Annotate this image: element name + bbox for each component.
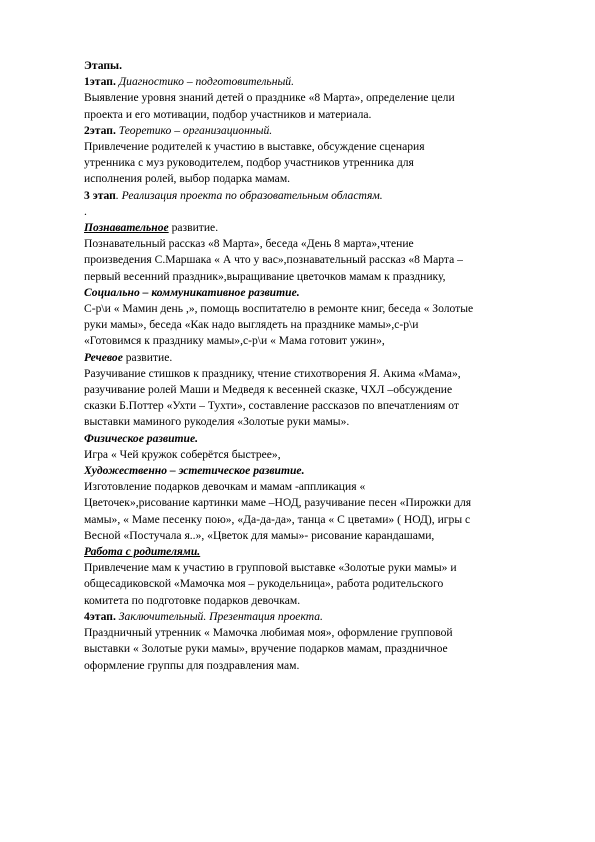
stage-4-line: выставки « Золотые руки мамы», вручение подарков мамам, праздничное bbox=[84, 642, 448, 656]
stage-1-title: Диагностико – подготовительный. bbox=[118, 75, 294, 89]
cognitive-line: первый весенний праздник»,выращивание цветочков мамам к празднику, bbox=[84, 269, 446, 283]
stage-2-line: Привлечение родителей к участию в выставке, обсуждение сценария bbox=[84, 140, 425, 154]
stage-2-heading bbox=[84, 123, 524, 139]
cognitive-title: Познавательное bbox=[84, 221, 169, 235]
artistic-line: мамы», « Маме песенку пою», «Да-да-да», танца « С цветами» ( НОД), игры с bbox=[84, 512, 471, 526]
cognitive-line: произведения С.Маршака « А что у вас»,познавательный рассказ «8 Марта – bbox=[84, 253, 463, 267]
speech-line: сказки Б.Поттер «Ухти – Тухти», составление рассказов по впечатлениям от bbox=[84, 399, 459, 413]
speech-suffix: развитие. bbox=[122, 350, 173, 364]
stage-4-line: Праздничный утренник « Мамочка любимая моя», оформление групповой bbox=[84, 626, 453, 640]
artistic-heading: Художественно – эстетическое развитие. bbox=[84, 464, 305, 478]
physical-line: Игра « Чей кружок соберётся быстрее», bbox=[84, 447, 281, 461]
speech-line: разучивание ролей Маши и Медведя к весенней сказке, ЧХЛ –обсуждение bbox=[84, 383, 453, 397]
artistic-line: Изготовление подарков девочкам и мамам -аппликация « bbox=[84, 480, 366, 494]
stage-1-line: проекта и его мотивации, подбор участников и материала. bbox=[84, 107, 372, 121]
artistic-line: Весной «Постучала я..», «Цветок для мамы»- рисование карандашами, bbox=[84, 528, 435, 542]
parents-line: Привлечение мам к участию в групповой выставке «Золотые руки мамы» и bbox=[84, 561, 457, 575]
social-line: руки мамы», беседа «Как надо выглядеть на празднике мамы»,с-р\и bbox=[84, 318, 419, 332]
stage-2-title: Теоретико – организационный. bbox=[118, 123, 273, 137]
stage-2-label: 2этап. bbox=[84, 123, 116, 137]
stage-3-heading bbox=[84, 188, 524, 204]
stage-4-line: оформление группы для поздравления мам. bbox=[84, 658, 300, 672]
stage-2-line: утренника с муз руководителем, подбор участников утренника для bbox=[84, 156, 414, 170]
stage-2-line: исполнения ролей, выбор подарка мамам. bbox=[84, 172, 291, 186]
parents-line: комитета по подготовке подарков девочкам. bbox=[84, 593, 301, 607]
stage-3-label: 3 этап bbox=[84, 188, 116, 202]
stages-heading: Этапы. bbox=[84, 59, 122, 72]
document-page bbox=[84, 58, 524, 674]
speech-heading bbox=[84, 350, 524, 366]
parents-line: общесадиковской «Мамочка моя – рукодельница», работа родительского bbox=[84, 577, 444, 591]
cognitive-line: Познавательный рассказ «8 Марта», беседа «День 8 марта»,чтение bbox=[84, 237, 414, 251]
speech-line: выставки маминого рукоделия «Золотые руки мамы». bbox=[84, 415, 350, 429]
stage-3-dot: . bbox=[84, 204, 87, 218]
social-line: С-р\и « Мамин день ,», помощь воспитателю в ремонте книг, беседа « Золотые bbox=[84, 302, 474, 316]
stage-1-label: 1этап. bbox=[84, 75, 116, 89]
speech-title: Речевое bbox=[84, 350, 123, 364]
stage-4-title: Заключительный. Презентация проекта. bbox=[118, 609, 323, 623]
cognitive-heading bbox=[84, 220, 524, 236]
social-line: «Готовимся к празднику мамы»,с-р\и « Мама готовит ужин», bbox=[84, 334, 385, 348]
social-heading: Социально – коммуникативное развитие. bbox=[84, 285, 300, 299]
artistic-line: Цветочек»,рисование картинки маме –НОД, разучивание песен «Пирожки для bbox=[84, 496, 472, 510]
parents-heading: Работа с родителями. bbox=[84, 545, 201, 559]
stage-1-line: Выявление уровня знаний детей о празднике «8 Марта», определение цели bbox=[84, 91, 455, 105]
stage-3-title: . Реализация проекта по образовательным областям. bbox=[115, 188, 383, 202]
physical-heading: Физическое развитие. bbox=[84, 431, 199, 445]
stage-4-heading bbox=[84, 609, 524, 625]
speech-line: Разучивание стишков к празднику, чтение стихотворения Я. Акима «Мама», bbox=[84, 366, 461, 380]
stage-4-label: 4этап. bbox=[84, 609, 116, 623]
stage-1-heading bbox=[84, 74, 524, 90]
cognitive-suffix: развитие. bbox=[168, 221, 219, 235]
